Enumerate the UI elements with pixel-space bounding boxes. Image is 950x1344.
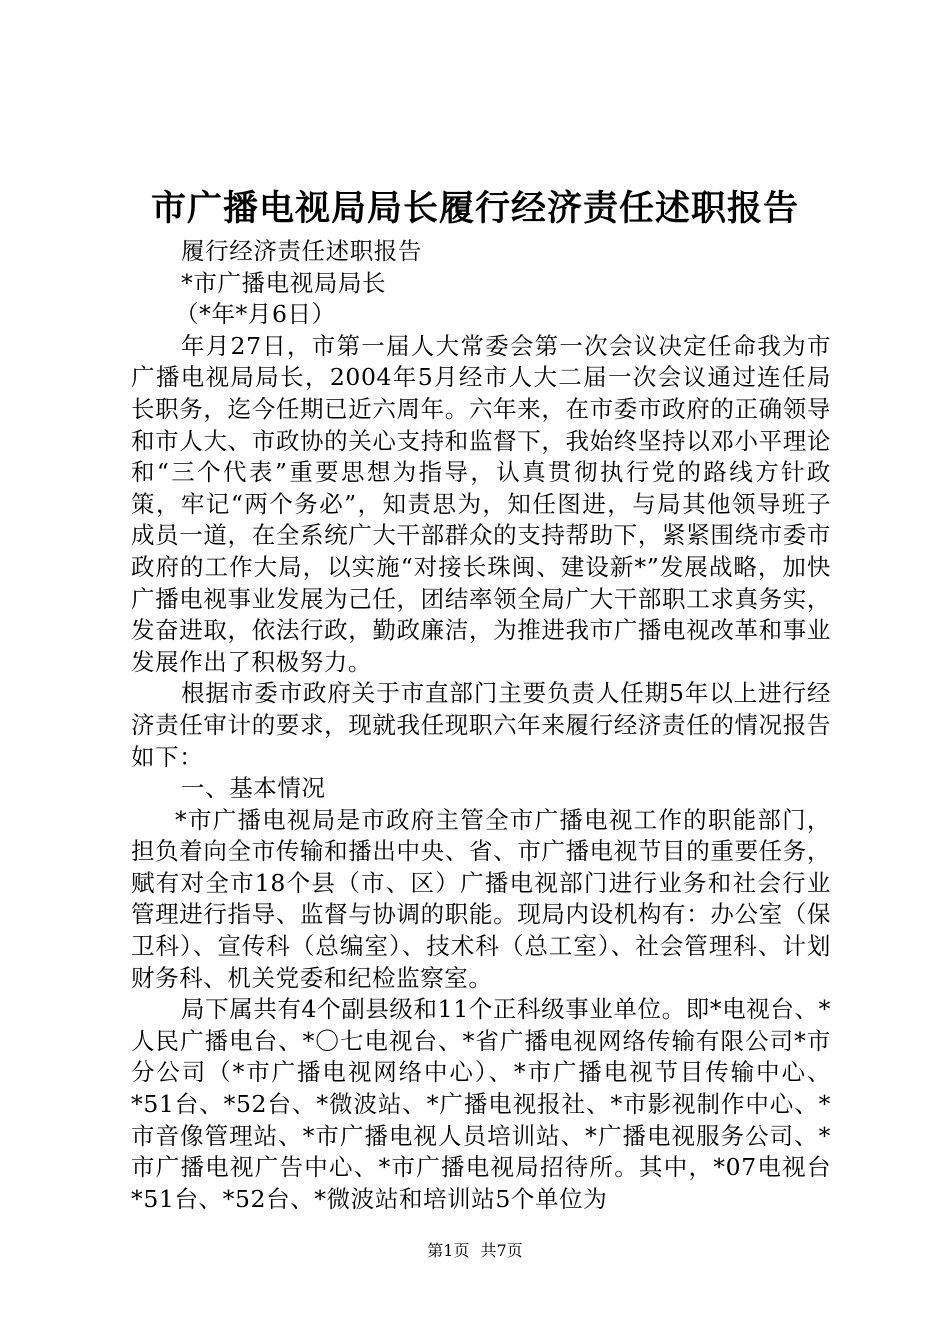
paragraph-intro: 年月27日，市第一届人大常委会第一次会议决定任命我为市广播电视局局长，2004年5月经市人大二届一次会议通过连任局长职务，迄今任期已近六周年。六年来，在市委市政府的正确领导和市人大、市政协的关心支持和监督下，我始终坚持以邓小平理论和“三个代表”重要思想为指导，认真贯彻执行党的路线方针政策，牢记“两个务必”，知责思为，知任图进，与局其他领导班子成员一道，在全系统广大干部群众的支持帮助下，紧紧围绕市委市政府的工作大局，以实施“对接长珠闽、建设新*”发展战略，加快广播电视事业发展为己任，团结率领全局广大干部职工求真务实，发奋进取，依法行政，勤政廉洁，为推进我市广播电视改革和事业发展作出了积极努力。 xyxy=(131,331,831,676)
paragraph-purpose: 根据市委市政府关于市直部门主要负责人任期5年以上进行经济责任审计的要求，现就我任现职六年来履行经济责任的情况报告如下： xyxy=(131,679,831,771)
date-line: （*年*月6日） xyxy=(175,300,336,329)
author-line: *市广播电视局局长 xyxy=(181,268,387,297)
page-total: 共7页 xyxy=(480,1241,523,1260)
page-footer xyxy=(0,1240,950,1262)
paragraph-units: 局下属共有4个副县级和11个正科级事业单位。即*电视台、*人民广播电台、*〇七电视台、*省广播电视网络传输有限公司*市分公司（*市广播电视网络中心）、*市广播电视节目传输中心、*51台、*52台、*微波站、*广播电视报社、*市影视制作中心、*市音像管理站、*市广播电视人员培训站、*广播电视服务公司、*市广播电视广告中心、*市广播电视局招待所。其中，*07电视台*51台、*52台、*微波站和培训站5个单位为 xyxy=(131,995,831,1213)
subtitle-line: 履行经济责任述职报告 xyxy=(181,237,422,265)
document-title: 市广播电视局局长履行经济责任述职报告 xyxy=(150,188,799,229)
document-body xyxy=(131,236,831,1215)
paragraph-overview: *市广播电视局是市政府主管全市广播电视工作的职能部门，担负着向全市传输和播出中央、省、市广播电视节目的重要任务，赋有对全市18个县（市、区）广播电视部门进行业务和社会行业管理进行指导、监督与协调的职能。现局内设机构有：办公室（保卫科）、宣传科（总编室）、技术科（总工室）、社会管理科、计划财务科、机关党委和纪检监察室。 xyxy=(131,805,831,992)
section-heading: 一、基本情况 xyxy=(181,774,326,803)
page-number: 第1页 xyxy=(427,1241,470,1260)
